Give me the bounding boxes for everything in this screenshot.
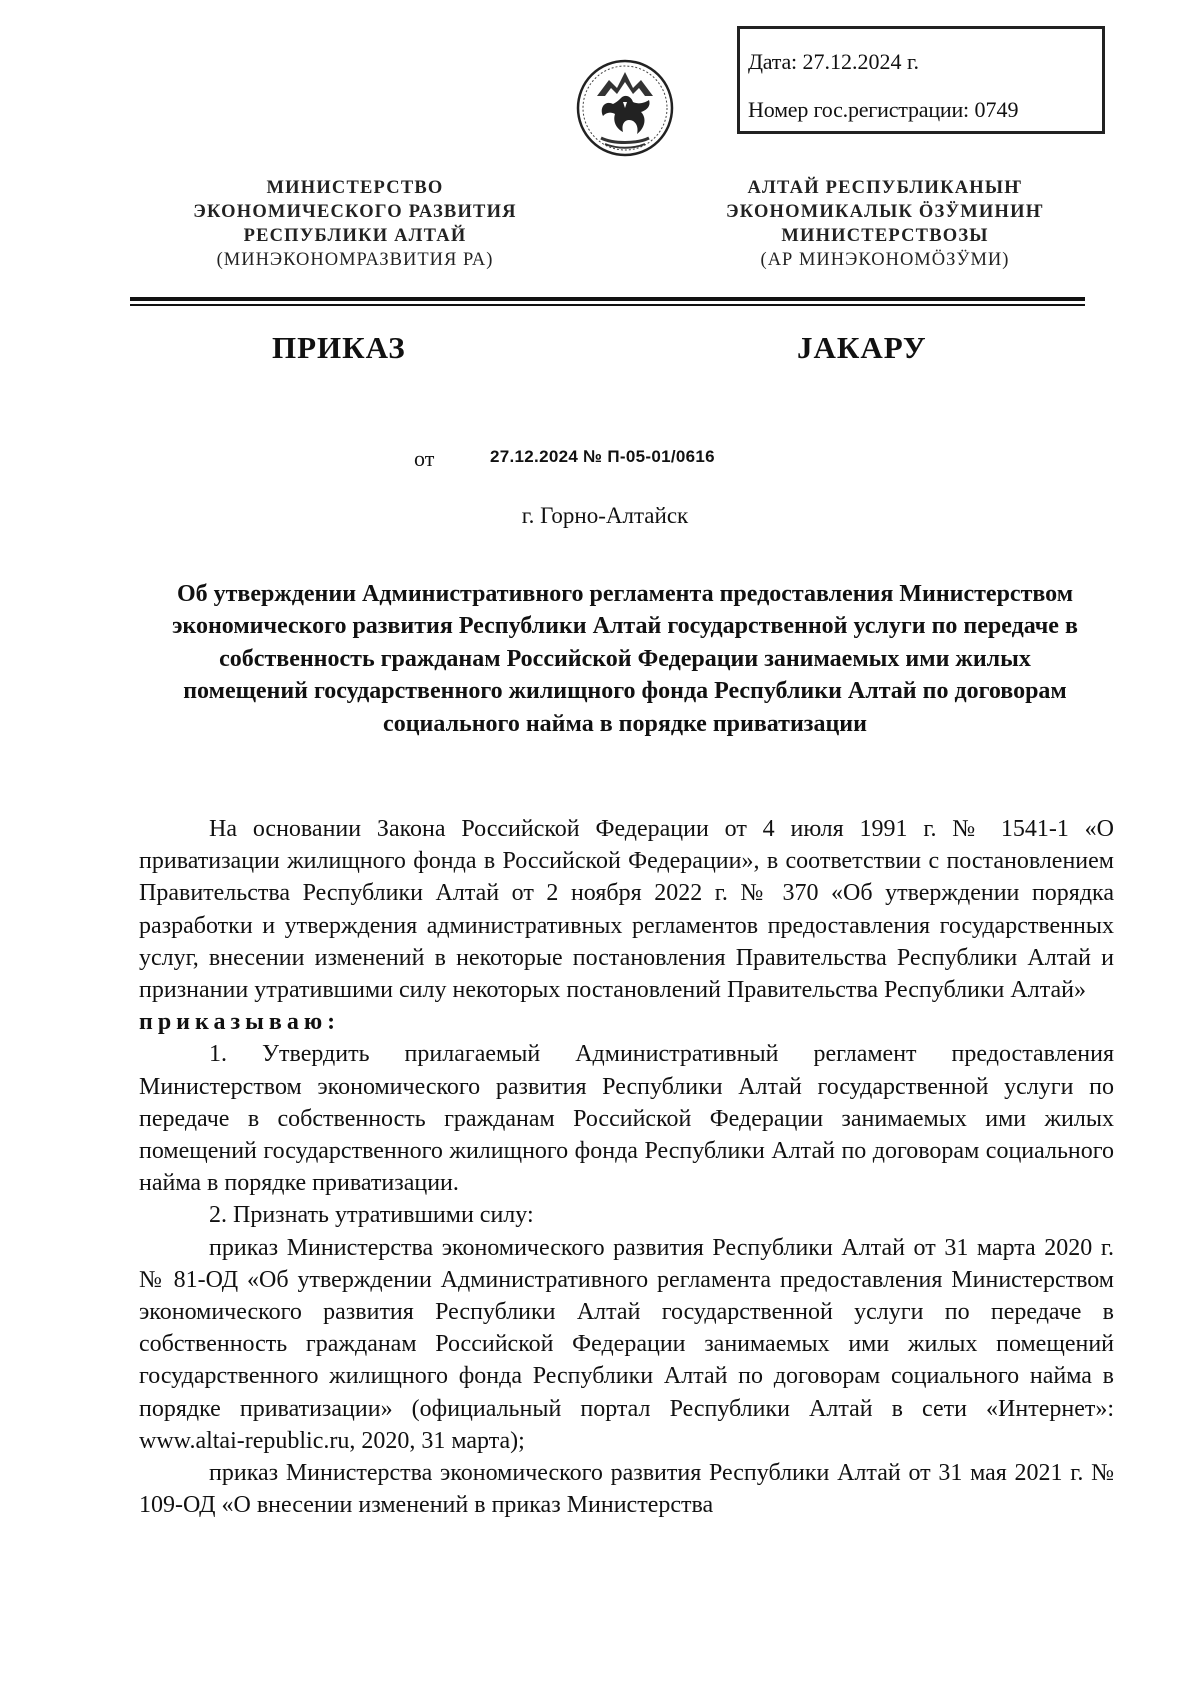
ministry-line: МИНИСТЕРСТВО	[266, 178, 444, 198]
decree-word: приказываю:	[139, 1009, 341, 1036]
order-title-russian: ПРИКАЗ	[272, 330, 406, 365]
ministry-line: АЛТАЙ РЕСПУБЛИКАНЫҤ	[747, 178, 1023, 198]
order-title-altai: ЈАКАРУ	[797, 330, 927, 365]
coat-of-arms-emblem	[575, 58, 675, 158]
ministry-name-russian	[125, 176, 585, 272]
ministry-line: ЭКОНОМИКАЛЫК ӦЗӰМИНИҤ	[726, 202, 1044, 222]
order-date-number: 27.12.2024 № П-05-01/0616	[490, 447, 715, 466]
ministry-name-altai	[655, 176, 1115, 272]
header-divider-thin	[130, 304, 1085, 306]
ministry-abbreviation: (МИНЭКОНОМРАЗВИТИЯ РА)	[216, 250, 494, 270]
registration-date-value: 27.12.2024 г.	[802, 49, 920, 74]
registration-date-label: Дата:	[748, 49, 797, 74]
ministry-line: МИНИСТЕРСТВОЗЫ	[781, 226, 989, 246]
order-date-prefix: от	[414, 446, 435, 471]
order-city-text: г. Горно-Алтайск	[521, 503, 689, 528]
order-city	[0, 503, 1200, 529]
item-2b-paragraph: приказ Министерства экономического развития Республики Алтай от 31 мая 2021 г. № 109-ОД «О внесении изменений в приказ Министерства	[139, 1460, 1114, 1519]
item-2-paragraph: 2. Признать утратившими силу:	[209, 1202, 534, 1229]
registration-number-value: 0749	[974, 97, 1019, 122]
order-date-line	[414, 446, 715, 472]
registration-stamp	[737, 26, 1105, 134]
header-divider-thick	[130, 297, 1085, 301]
registration-date	[748, 49, 919, 75]
ministry-line: РЕСПУБЛИКИ АЛТАЙ	[243, 226, 467, 246]
registration-number	[748, 97, 1018, 123]
item-1-paragraph: 1. Утвердить прилагаемый Административный регламент предоставления Министерством экономического развития Республики Алтай государственной услуги по передаче в собственность гражданам Российской Федерации занимаемых ими жилых помещений государственного жилищного фонда Республики Алтай по договорам социального найма в порядке приватизации.	[139, 1041, 1114, 1197]
ministry-line: ЭКОНОМИЧЕСКОГО РАЗВИТИЯ	[193, 202, 517, 222]
preamble-paragraph: На основании Закона Российской Федерации от 4 июля 1991 г. № 1541-1 «О приватизации жилищного фонда в Российской Федерации», в соответствии с постановлением Правительства Республики Алтай от 2 ноября 2022 г. № 370 «Об утверждении порядка разработки и утверждения административных регламентов предоставления государственных услуг, внесении изменений в некоторые постановления Правительства Республики Алтай и признании утратившими силу некоторых постановлений Правительства Республики Алтай»	[139, 816, 1114, 1004]
ministry-abbreviation: (АР МИНЭКОНОМӦЗӰМИ)	[760, 250, 1010, 270]
item-2a-paragraph: приказ Министерства экономического развития Республики Алтай от 31 марта 2020 г. № 81-ОД «Об утверждении Административного регламента предоставления Министерством экономического развития Республики Алтай государственной услуги по передаче в собственность гражданам Российской Федерации занимаемых ими жилых помещений государственного жилищного фонда Республики Алтай по договорам социального найма в порядке приватизации» (официальный портал Республики Алтай в сети «Интернет»: www.altai-republic.ru, 2020, 31 марта);	[139, 1234, 1114, 1454]
registration-number-label: Номер гос.регистрации:	[748, 97, 969, 122]
document-body	[139, 813, 1114, 1521]
document-title: Об утверждении Административного регламента предоставления Министерством экономического развития Республики Алтай государственной услуги по передаче в собственность гражданам Российской Федерации занимаемых ими жилых помещений государственного жилищного фонда Республики Алтай по договорам социального найма в порядке приватизации	[172, 581, 1078, 737]
